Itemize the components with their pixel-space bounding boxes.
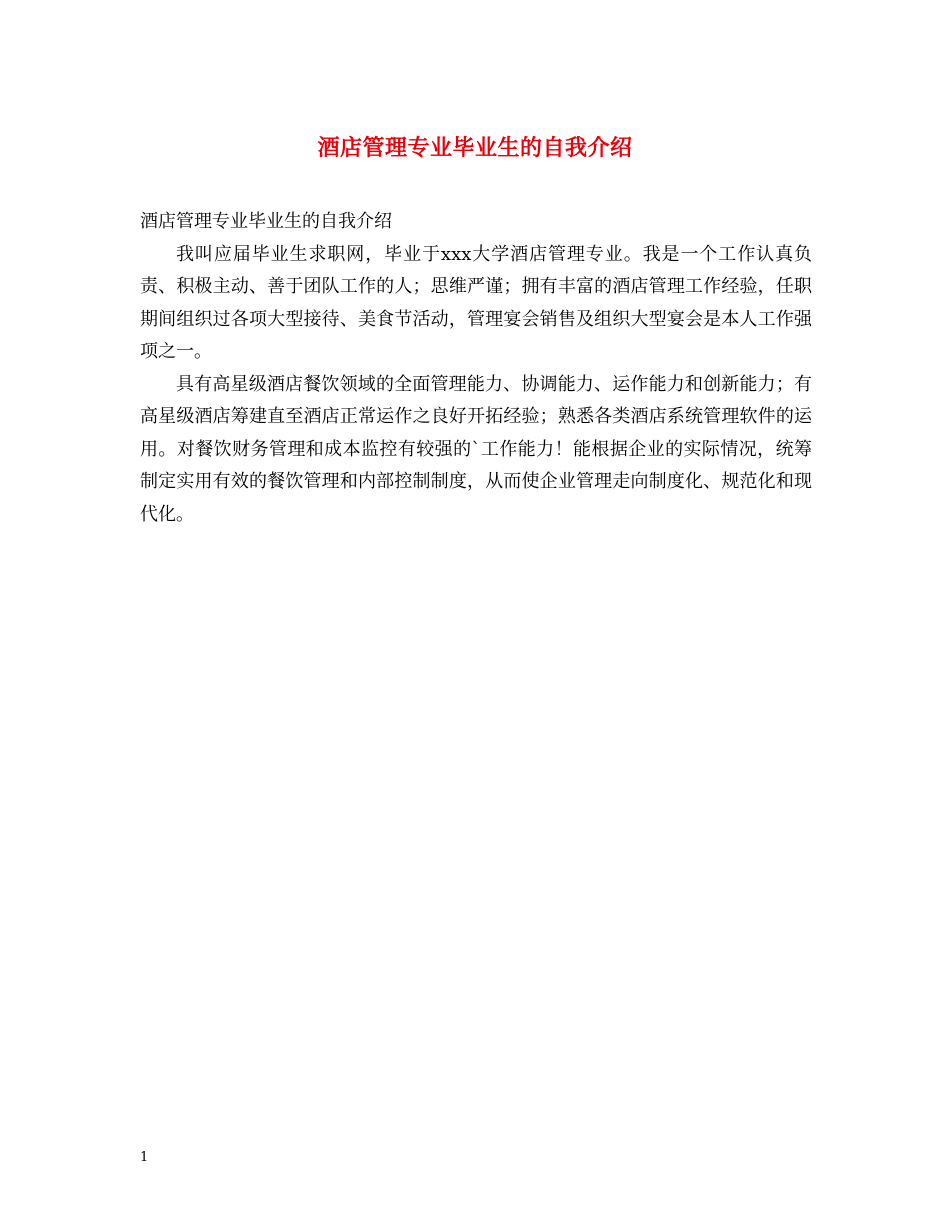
- document-body: [140, 206, 812, 531]
- paragraph-intro: 我叫应届毕业生求职网，毕业于xxx大学酒店管理专业。我是一个工作认真负责、积极主动、善于团队工作的人；思维严谨；拥有丰富的酒店管理工作经验，任职期间组织过各项大型接待、美食节活动，管理宴会销售及组织大型宴会是本人工作强项之一。: [140, 243, 812, 362]
- subtitle-line: 酒店管理专业毕业生的自我介绍: [140, 211, 392, 232]
- paragraph-abilities: 具有高星级酒店餐饮领域的全面管理能力、协调能力、运作能力和创新能力；有高星级酒店筹建直至酒店正常运作之良好开拓经验；熟悉各类酒店系统管理软件的运用。对餐饮财务管理和成本监控有较强的`工作能力！能根据企业的实际情况，统筹制定实用有效的餐饮管理和内部控制制度，从而使企业管理走向制度化、规范化和现代化。: [140, 373, 812, 525]
- document-title: 酒店管理专业毕业生的自我介绍: [317, 135, 633, 161]
- page-number: 1: [140, 1150, 149, 1165]
